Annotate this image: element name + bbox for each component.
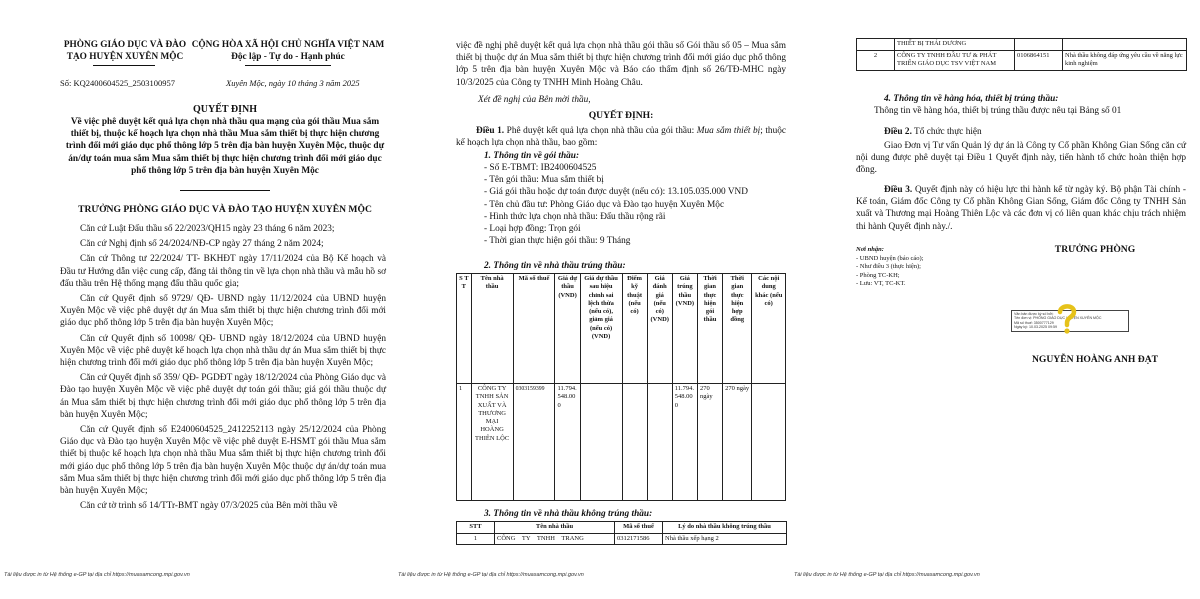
document-page-2 bbox=[400, 0, 800, 599]
col-header: Giá dự thầu (VND) bbox=[555, 274, 580, 384]
recipient-item: - UBND huyện (báo cáo); bbox=[856, 254, 924, 262]
signature-verification-icon bbox=[1054, 302, 1080, 334]
col-header: Tên nhà thầu bbox=[471, 274, 513, 384]
cell-reason: Nhà thầu xếp hạng 2 bbox=[663, 533, 787, 545]
document-title: QUYẾT ĐỊNH bbox=[193, 104, 257, 115]
page-footer: Tài liệu được in từ Hệ thống e-GP tại địa chỉ https://muasamcong.mpi.gov.vn bbox=[4, 572, 190, 578]
table-row bbox=[457, 384, 786, 501]
col-header: S T T bbox=[457, 274, 472, 384]
legal-basis-item: Căn cứ Thông tư 22/2024/ TT- BKHĐT ngày 17/11/2024 của Bộ Kế hoạch và Đầu tư Hướng dẫn việc cung cấp, đăng tải thông tin về lựa chọn nhà thầu và mẫu hồ sơ đấu thầu trên Hệ thống mạng đấu thầu quốc gia; bbox=[60, 254, 386, 289]
signature-stamp-line: Văn bản được ký số bởi: bbox=[1014, 312, 1054, 316]
place-date: Xuyên Mộc, ngày 10 tháng 3 năm 2025 bbox=[226, 78, 360, 88]
recipients-title: Nơi nhận: bbox=[856, 246, 884, 253]
cell-stt: 2 bbox=[857, 50, 895, 70]
issuer-line-2: TẠO HUYỆN XUYÊN MỘC bbox=[66, 51, 184, 62]
basis-continuation: việc đề nghị phê duyệt kết quả lựa chọn nhà thầu gói thầu số Gói thầu số 05 – Mua sắm thiết bị thuộc dự án Mua sắm thiết bị thực hiện chương trình đổi mới giáo dục phổ thông lớp 5 trên địa bàn huyện Xuyên Mộc và Báo cáo thẩm định số 26/TĐ-MHC ngày 10/3/2025 của Công ty TNHH Minh Hoàng Châu. bbox=[456, 41, 786, 88]
cell-tax-code: 0312171586 bbox=[615, 533, 663, 545]
cell-bidder-name: CÔNG TY TNHH TRANG bbox=[495, 533, 615, 545]
legal-basis-item: Căn cứ Quyết định số 9729/ QĐ- UBND ngày 11/12/2024 của UBND huyện Xuyên Mộc về việc phê duyệt dự án Mua sắm thiết bị thực hiện chương trình đổi mới giáo dục phổ thông lớp 5 trên địa bàn huyện Xuyên Mộc; bbox=[60, 294, 386, 329]
loser-table-continued bbox=[856, 38, 1187, 71]
decision-title: QUYẾT ĐỊNH: bbox=[588, 110, 654, 121]
cell-tax-code bbox=[1015, 39, 1063, 51]
cell-adjusted-price bbox=[580, 384, 622, 501]
recipient-item: - Lưu: VT, TC-KT. bbox=[856, 280, 906, 287]
page-footer: Tài liệu được in từ Hệ thống e-GP tại địa chỉ https://muasamcong.mpi.gov.vn bbox=[398, 572, 584, 578]
article-1-text: Phê duyệt kết quả lựa chọn nhà thầu của gói thầu: bbox=[504, 126, 697, 136]
col-header: Giá dự thầu sau hiệu chỉnh sai lệch thừa (nếu có), giảm giá (nếu có) (VND) bbox=[580, 274, 622, 384]
cell-bidder-name: CÔNG TY TNHH ĐẦU TƯ & PHÁT TRIỂN GIÁO DỤC TSV VIỆT NAM bbox=[895, 50, 1015, 70]
package-info-item: - Tên gói thầu: Mua sắm thiết bị bbox=[484, 175, 604, 186]
cell-winning-price: 11.794.548.000 bbox=[672, 384, 697, 501]
section-4-text: Thông tin về hàng hóa, thiết bị trúng thầu được nêu tại Bảng số 01 bbox=[874, 106, 1122, 116]
package-info-item: - Thời gian thực hiện gói thầu: 9 Tháng bbox=[484, 236, 631, 247]
recipients bbox=[856, 246, 924, 289]
signer-name: NGUYỄN HOÀNG ANH ĐẠT bbox=[1031, 354, 1159, 365]
cell-package-duration: 270 ngày bbox=[697, 384, 722, 501]
national-header bbox=[188, 40, 388, 63]
subject-underline bbox=[180, 190, 270, 191]
page-footer: Tài liệu được in từ Hệ thống e-GP tại địa chỉ https://muasamcong.mpi.gov.vn bbox=[794, 572, 980, 578]
recipient-item: - Phòng TC-KH; bbox=[856, 271, 900, 279]
article-2-body: Giao Đơn vị Tư vấn Quản lý dự án là Công ty Cổ phần Không Gian Sống căn cứ nội dung được phê duyệt tại Điều 1 Quyết định này, tiến hành tổ chức hoàn thiện hợp đồng. bbox=[856, 141, 1186, 176]
national-motto-line-2: Độc lập - Tự do - Hạnh phúc bbox=[231, 51, 345, 62]
article-1-rest: ; thuộc kế hoạch lựa chọn nhà thầu, bao gồm: bbox=[456, 126, 786, 149]
cell-other bbox=[752, 384, 786, 501]
table-row bbox=[857, 39, 1187, 51]
signature-stamp-line: Tên đơn vị: PHÒNG GIÁO DỤC HUYỆN XUYÊN MỘC bbox=[1014, 316, 1102, 321]
package-info-item: - Giá gói thầu hoặc dự toán được duyệt (nếu có): 13.105.035.000 VND bbox=[484, 187, 748, 198]
loser-table-header bbox=[457, 522, 787, 534]
article-2-text: Tổ chức thực hiện bbox=[911, 127, 982, 137]
national-motto-line-1: CỘNG HÒA XÃ HỘI CHỦ NGHĨA VIỆT NAM bbox=[191, 40, 385, 50]
cell-evaluated-price bbox=[647, 384, 672, 501]
article-2-label: Điều 2. bbox=[884, 127, 912, 137]
package-info-item: - Số E-TBMT: IB2400604525 bbox=[484, 163, 597, 173]
col-header: Lý do nhà thầu không trúng thầu bbox=[663, 522, 787, 534]
section-3-title: 3. Thông tin về nhà thầu không trúng thầu: bbox=[484, 509, 653, 519]
document-number: Số: KQ2400604525_2503100957 bbox=[60, 78, 175, 88]
document-page-1 bbox=[0, 0, 400, 599]
article-1-package: Mua sắm thiết bị bbox=[696, 126, 761, 136]
signature-stamp-line: Ngày ký: 10.03.2025 09:59 bbox=[1014, 325, 1057, 330]
legal-basis-item: Căn cứ Quyết định số E2400604525_2412252113 ngày 25/12/2024 của Phòng Giáo dục và Đào tạo huyện Xuyên Mộc về việc phê duyệt E-HSMT gói thầu Mua sắm thiết bị thuộc kế hoạch lựa chọn nhà thầu Mua sắm thiết bị thực hiện chương trình đổi mới giáo dục phổ thông lớp 5 trên địa bàn huyện Xuyên Mộc thuộc dự án/dự toán mua sắm Mua sắm thiết bị thực hiện chương trình đổi mới giáo dục phổ thông lớp 5 trên địa bàn huyện Xuyên Mộc; bbox=[60, 425, 386, 497]
cell-stt: 1 bbox=[457, 384, 472, 501]
article-1 bbox=[456, 125, 786, 149]
cell-contract-duration: 270 ngày bbox=[723, 384, 752, 501]
legal-bases bbox=[60, 223, 386, 515]
col-header: Thời gian thực hiện hợp đồng bbox=[723, 274, 752, 384]
authority-line: TRƯỞNG PHÒNG GIÁO DỤC VÀ ĐÀO TẠO HUYỆN XUYÊN MỘC bbox=[78, 204, 372, 215]
document-page-3 bbox=[794, 0, 1200, 599]
winner-table-header bbox=[457, 274, 786, 384]
winner-table bbox=[456, 273, 786, 501]
national-underline bbox=[245, 65, 331, 66]
package-info-item: - Loại hợp đồng: Trọn gói bbox=[484, 224, 581, 235]
section-2-title: 2. Thông tin về nhà thầu trúng thầu: bbox=[484, 261, 626, 271]
issuer-underline bbox=[93, 65, 155, 66]
cell-stt bbox=[857, 39, 895, 51]
cell-technical-score bbox=[622, 384, 647, 501]
package-info-item: - Tên chủ đầu tư: Phòng Giáo dục và Đào tạo huyện Xuyên Mộc bbox=[484, 199, 725, 210]
col-header: Giá trúng thầu (VND) bbox=[672, 274, 697, 384]
cell-bid-price: 11.794.548.000 bbox=[555, 384, 580, 501]
signature-stamp-line: Mã số thuế: 3500777129 bbox=[1014, 320, 1054, 325]
legal-basis-item: Căn cứ Nghị định số 24/2024/NĐ-CP ngày 27 tháng 2 năm 2024; bbox=[80, 239, 324, 250]
legal-basis-item: Căn cứ Quyết định số 10098/ QĐ- UBND ngày 18/12/2024 của UBND huyện Xuyên Mộc về việc phê duyệt kế hoạch lựa chọn nhà thầu dự án Mua sắm thiết bị thực hiện chương trình đổi mới giáo dục phổ thông lớp 5 trên địa bàn huyện Xuyên Mộc; bbox=[60, 333, 386, 369]
article-3-text: Quyết định này có hiệu lực thi hành kể từ ngày ký. Bộ phận Tài chính - Kế toán, Giám đốc Công ty Cổ phần Không Gian Sống, Giám đốc Công ty TNHH Sản xuất và Thương mại Hoàng Thiên Lộc và các đơn vị có liên quan khác chịu trách nhiệm thi hành Quyết định này./. bbox=[856, 185, 1186, 232]
col-header: Tên nhà thầu bbox=[495, 522, 615, 534]
cell-tax-code: 0303159399 bbox=[513, 384, 555, 501]
article-3-label: Điều 3. bbox=[884, 185, 913, 195]
cell-bidder-name: CÔNG TY TNHH SẢN XUẤT VÀ THƯƠNG MẠI HOÀNG THIÊN LỘC bbox=[471, 384, 513, 501]
legal-basis-item: Căn cứ Quyết định số 359/ QĐ- PGDĐT ngày 18/12/2024 của Phòng Giáo dục và Đào tạo huyện Xuyên Mộc về việc phê duyệt dự toán gói thầu; giá gói thầu thuộc dự án Mua sắm thiết bị thực hiện chương trình đổi mới giáo dục phổ thông lớp 5 trên địa bàn huyện Xuyên Mộc; bbox=[60, 373, 386, 420]
package-info-list bbox=[484, 162, 784, 247]
col-header: Mã số thuế bbox=[513, 274, 555, 384]
loser-table bbox=[456, 521, 787, 545]
cell-reason: Nhà thầu không đáp ứng yêu cầu về năng lực kinh nghiệm bbox=[1063, 50, 1187, 70]
recipient-item: - Như điều 3 (thực hiện); bbox=[856, 263, 921, 270]
table-row bbox=[457, 533, 787, 545]
table-row bbox=[857, 50, 1187, 70]
cell-reason bbox=[1063, 39, 1187, 51]
col-header: Điểm kỹ thuật (nếu có) bbox=[622, 274, 647, 384]
issuer-line-1: PHÒNG GIÁO DỤC VÀ ĐÀO bbox=[63, 40, 187, 50]
col-header: Giá đánh giá (nếu có) (VND) bbox=[647, 274, 672, 384]
col-header: Các nội dung khác (nếu có) bbox=[752, 274, 786, 384]
signer-title: TRƯỞNG PHÒNG bbox=[1054, 244, 1136, 255]
cell-tax-code: 0106864151 bbox=[1015, 50, 1063, 70]
col-header: STT bbox=[457, 522, 495, 534]
article-3 bbox=[856, 184, 1186, 233]
issuer-header bbox=[60, 40, 190, 63]
legal-basis-item: Căn cứ Luật Đấu thầu số 22/2023/QH15 ngày 23 tháng 6 năm 2023; bbox=[80, 224, 335, 234]
legal-basis-item: Căn cứ tờ trình số 14/TTr-BMT ngày 07/3/2025 của Bên mời thầu về bbox=[80, 501, 338, 512]
cell-bidder-name: THIẾT BỊ THÁI DƯƠNG bbox=[895, 39, 1015, 51]
article-1-label: Điều 1. bbox=[476, 126, 505, 136]
cell-stt: 1 bbox=[457, 533, 495, 545]
section-1-title: 1. Thông tin về gói thầu: bbox=[484, 151, 580, 161]
col-header: Mã số thuế bbox=[615, 522, 663, 534]
article-2-heading bbox=[884, 126, 982, 138]
consideration-line: Xét đề nghị của Bên mời thầu, bbox=[478, 95, 591, 105]
section-4-title: 4. Thông tin về hàng hóa, thiết bị trúng thầu: bbox=[884, 94, 1059, 104]
package-info-item: - Hình thức lựa chọn nhà thầu: Đấu thầu rộng rãi bbox=[484, 211, 666, 222]
document-subject: Về việc phê duyệt kết quả lựa chọn nhà thầu qua mạng của gói thầu Mua sắm thiết bị, thuộc kế hoạch lựa chọn nhà thầu Mua sắm thiết bị thực hiện chương trình đổi mới giáo dục phổ thông lớp 5 trên địa bàn huyện Xuyên Mộc, thuộc dự án/dự toán mua sắm Mua sắm thiết bị thực hiện chương trình đổi mới giáo dục phổ thông lớp 5 trên địa bàn huyện Xuyên Mộc bbox=[65, 117, 385, 176]
col-header: Thời gian thực hiện gói thầu bbox=[697, 274, 722, 384]
